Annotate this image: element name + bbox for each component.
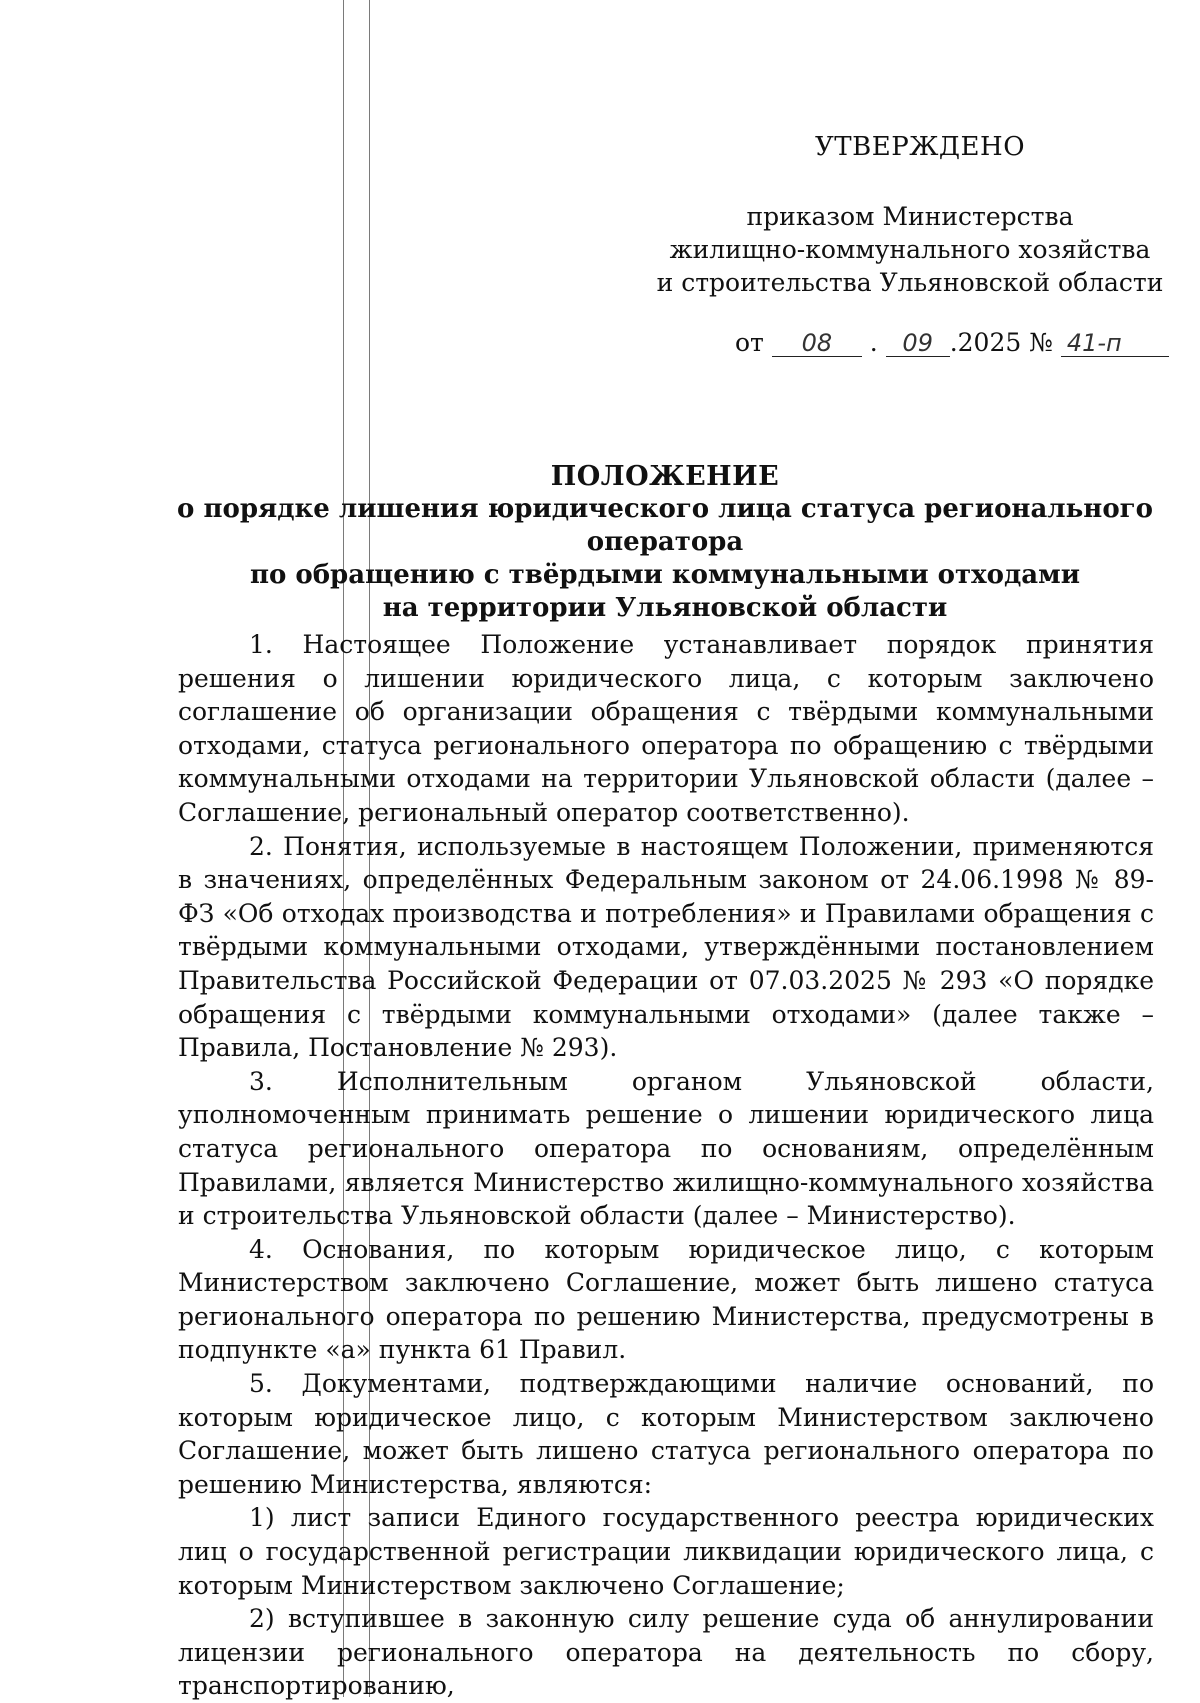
paragraph-1: 1. Настоящее Положение устанавливает порядок принятия решения о лишении юридического лица, с которым заключено соглашение об организации обращения с твёрдыми коммунальными отходами, статуса регионального оператора по обращению с твёрдыми коммунальными отходами на территории Ульяновской области (далее – Соглашение, региональный оператор соответственно).: [178, 630, 1154, 827]
handwritten-month: 09: [886, 330, 950, 357]
document-body: [178, 628, 1154, 1703]
approval-line-3: и строительства Ульяновской области: [656, 268, 1164, 297]
document-title: [150, 460, 1180, 625]
paragraph-4: 4. Основания, по которым юридическое лицо, с которым Министерством заключено Соглашение, может быть лишено статуса регионального оператора по решению Министерства, предусмотрены в подпункте «а» пункта 61 Правил.: [178, 1234, 1154, 1365]
number-sign: №: [1029, 328, 1053, 357]
document-title-line-1: о порядке лишения юридического лица статуса регионального оператора: [177, 494, 1153, 557]
paragraph-2: 2. Понятия, используемые в настоящем Положении, применяются в значениях, определённых Федеральным законом от 24.06.1998 № 89-ФЗ «Об отходах производства и потребления» и Правилами обращения с твёрдыми коммунальными отходами, утверждёнными постановлением Правительства Российской Федерации от 07.03.2025 № 293 «О порядке обращения с твёрдыми коммунальными отходами» (далее также – Правила, Постановление № 293).: [178, 831, 1154, 1063]
approval-block: [650, 200, 1170, 299]
approval-line-2: жилищно-коммунального хозяйства: [669, 235, 1151, 264]
handwritten-order-number: 41-п: [1061, 330, 1169, 357]
date-year: .2025: [949, 328, 1022, 357]
document-title-main: ПОЛОЖЕНИЕ: [550, 461, 780, 492]
document-title-line-3: на территории Ульяновской области: [382, 593, 948, 623]
approval-line-1: приказом Министерства: [746, 202, 1074, 231]
paragraph-5-item-2: 2) вступившее в законную силу решение суда об аннулировании лицензии регионального оператора на деятельность по сбору, транспортированию,: [178, 1604, 1154, 1701]
paragraph-3: 3. Исполнительным органом Ульяновской области, уполномоченным принимать решение о лишении юридического лица статуса регионального оператора по основаниям, определённым Правилами, является Министерство жилищно-коммунального хозяйства и строительства Ульяновской области (далее – Министерство).: [178, 1066, 1154, 1231]
approval-date-line: [735, 328, 1169, 357]
document-title-line-2: по обращению с твёрдыми коммунальными отходами: [249, 560, 1081, 590]
handwritten-day: 08: [772, 330, 862, 357]
approval-stamp-title: УТВЕРЖДЕНО: [815, 132, 1026, 162]
date-dot: .: [869, 328, 878, 357]
paragraph-5-item-1: 1) лист записи Единого государственного реестра юридических лиц о государственной регистрации ликвидации юридического лица, с которым Министерством заключено Соглашение;: [178, 1503, 1154, 1600]
paragraph-5: 5. Документами, подтверждающими наличие оснований, по которым юридическое лицо, с которым Министерством заключено Соглашение, может быть лишено статуса регионального оператора по решению Министерства, являются:: [178, 1369, 1154, 1499]
date-prefix: от: [735, 328, 764, 357]
